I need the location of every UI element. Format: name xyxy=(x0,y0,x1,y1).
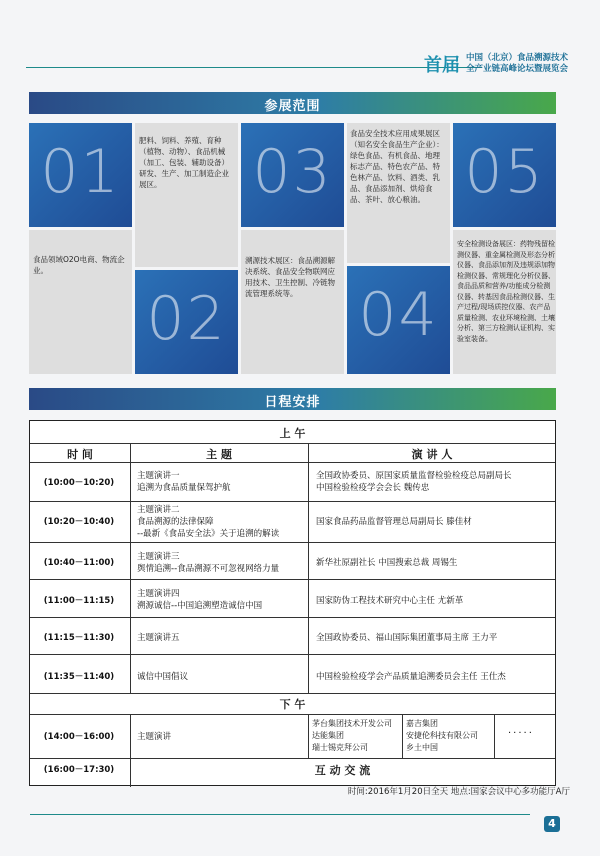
am-row-2-topic: 主题演讲二 食品溯源的法律保障 --最新《食品安全法》关于追溯的解读 xyxy=(137,505,280,539)
tile-number: 05 xyxy=(464,137,545,207)
tile-number: 04 xyxy=(358,280,439,350)
row-divider xyxy=(30,654,555,655)
am-row-1-topic: 主题演讲一 追溯为食品质量保驾护航 xyxy=(137,471,231,493)
row-divider xyxy=(30,462,555,463)
col-speaker-header: 演 讲 人 xyxy=(411,448,453,461)
pm-row-1-more: ····· xyxy=(508,728,534,739)
brand-subtitle xyxy=(466,53,568,75)
tile-05-text: 安全检测设备展区：药物残留检测仪器、重金属检测及形态分析仪器、食品添加剂及违规添加物检测仪器、常规理化分析仪器、食品品质和营养/功能成分检测仪器、转基因食品检测仪器、生产过程/现场质控仪器、农产品质量检测、农业环境检测、土壤分析、第三方检测认证机构、实验室装备。 xyxy=(457,240,555,343)
col-topic-header: 主 题 xyxy=(206,448,232,461)
am-row-6-topic: 诚信中国倡议 xyxy=(137,672,189,682)
am-row-1-time: (10:00－10:20) xyxy=(43,478,115,488)
brand-header xyxy=(424,51,568,77)
am-row-5-topic: 主题演讲五 xyxy=(137,633,180,643)
am-row-3-speaker: 新华社原副社长 中国搜索总裁 周锡生 xyxy=(316,558,458,568)
tile-01-text-block xyxy=(29,230,132,374)
am-row-1-speaker: 全国政协委员、原国家质量监督检验检疫总局副局长 中国检验检疫学会会长 魏传忠 xyxy=(316,471,512,493)
am-row-6-speaker: 中国检验检疫学会产品质量追溯委员会主任 王仕杰 xyxy=(316,672,506,682)
pm-row-1-companies-b: 嘉吉集团 安捷伦科技有限公司 乡土中国 xyxy=(406,719,478,752)
tile-number: 01 xyxy=(40,137,121,207)
am-row-4-time: (11:00－11:15) xyxy=(43,596,115,606)
am-row-5-speaker: 全国政协委员、福山国际集团董事局主席 王力平 xyxy=(316,633,498,643)
row-divider xyxy=(30,501,555,502)
col-divider xyxy=(494,714,495,758)
tile-number: 03 xyxy=(252,137,333,207)
pm-row-1-companies-a: 茅台集团技术开发公司 达能集团 瑞士锡克拜公司 xyxy=(312,719,392,752)
row-divider xyxy=(30,579,555,580)
am-row-3-time: (10:40－11:00) xyxy=(43,558,115,568)
col-time-header: 时 间 xyxy=(67,448,93,461)
row-divider xyxy=(30,542,555,543)
pm-row-2-topic: 互 动 交 流 xyxy=(314,764,371,777)
tile-04 xyxy=(347,266,450,374)
tile-05 xyxy=(453,123,556,227)
schedule-title: 日程安排 xyxy=(264,395,321,410)
am-label: 上 午 xyxy=(279,427,306,440)
tile-03 xyxy=(241,123,344,227)
am-row-5-time: (11:15－11:30) xyxy=(43,633,115,643)
am-row-6-time: (11:35－11:40) xyxy=(43,672,115,682)
col-divider xyxy=(308,443,309,693)
tile-02-text: 肥料、饲料、养殖、育种（植物、动物）、食品机械（加工、包装、辅助设备）研发、生产、加工制造企业展区。 xyxy=(139,136,229,189)
pm-row-2-time: (16:00－17:30) xyxy=(43,765,115,775)
tile-02 xyxy=(135,270,238,374)
col-divider xyxy=(402,714,403,758)
brand-line-1: 中国（北京）食品溯源技术 xyxy=(466,53,569,63)
row-divider xyxy=(30,693,555,694)
tile-03-text: 溯源技术展区：食品溯源解决系统、食品安全物联网应用技术、卫生控制、冷链物流管理系统等。 xyxy=(245,256,335,298)
exhibit-title: 参展范围 xyxy=(264,99,321,114)
schedule-section-bar xyxy=(29,388,556,410)
pm-row-1-time: (14:00－16:00) xyxy=(43,732,115,742)
row-divider xyxy=(30,758,555,759)
page-number: 4 xyxy=(544,816,560,832)
schedule-table xyxy=(29,420,556,786)
brand-line-2: 全产业链高峰论坛暨展览会 xyxy=(466,64,569,74)
pm-label: 下 午 xyxy=(279,698,306,711)
row-divider xyxy=(30,443,555,444)
row-divider xyxy=(30,714,555,715)
header-rule xyxy=(26,67,482,68)
am-row-2-speaker: 国家食品药品监督管理总局副局长 滕佳材 xyxy=(316,517,472,527)
am-row-4-speaker: 国家防伪工程技术研究中心主任 尤新革 xyxy=(316,596,464,606)
tile-04-text: 食品安全技术应用成果展区（知名安全食品生产企业）：绿色食品、有机食品、地理标志产品、特色农产品、特色林产品、饮料、酒类、乳品、食品添加剂、烘焙食品、茶叶、放心粮油。 xyxy=(350,129,444,204)
am-row-3-topic: 主题演讲三 舆情追溯--食品溯源不可忽视网络力量 xyxy=(137,552,280,574)
col-divider xyxy=(130,443,131,693)
am-row-4-topic: 主题演讲四 溯源诚信--中国追溯塑造诚信中国 xyxy=(137,589,263,611)
col-divider xyxy=(308,714,309,758)
tile-number: 02 xyxy=(146,284,227,354)
footer-rule xyxy=(30,814,530,815)
schedule-footer: 时间:2016年1月20日全天 地点:国家会议中心多功能厅A厅 xyxy=(347,787,570,797)
row-divider xyxy=(30,617,555,618)
tile-01-text: 食品领域O2O电商、物流企业。 xyxy=(33,255,125,275)
tile-01 xyxy=(29,123,132,227)
am-row-2-time: (10:20－10:40) xyxy=(43,517,115,527)
tile-03-text-block xyxy=(241,230,344,374)
exhibit-section-bar xyxy=(29,92,556,114)
brand-title: 首届 xyxy=(424,55,460,76)
pm-row-1-topic: 主题演讲 xyxy=(137,732,172,742)
